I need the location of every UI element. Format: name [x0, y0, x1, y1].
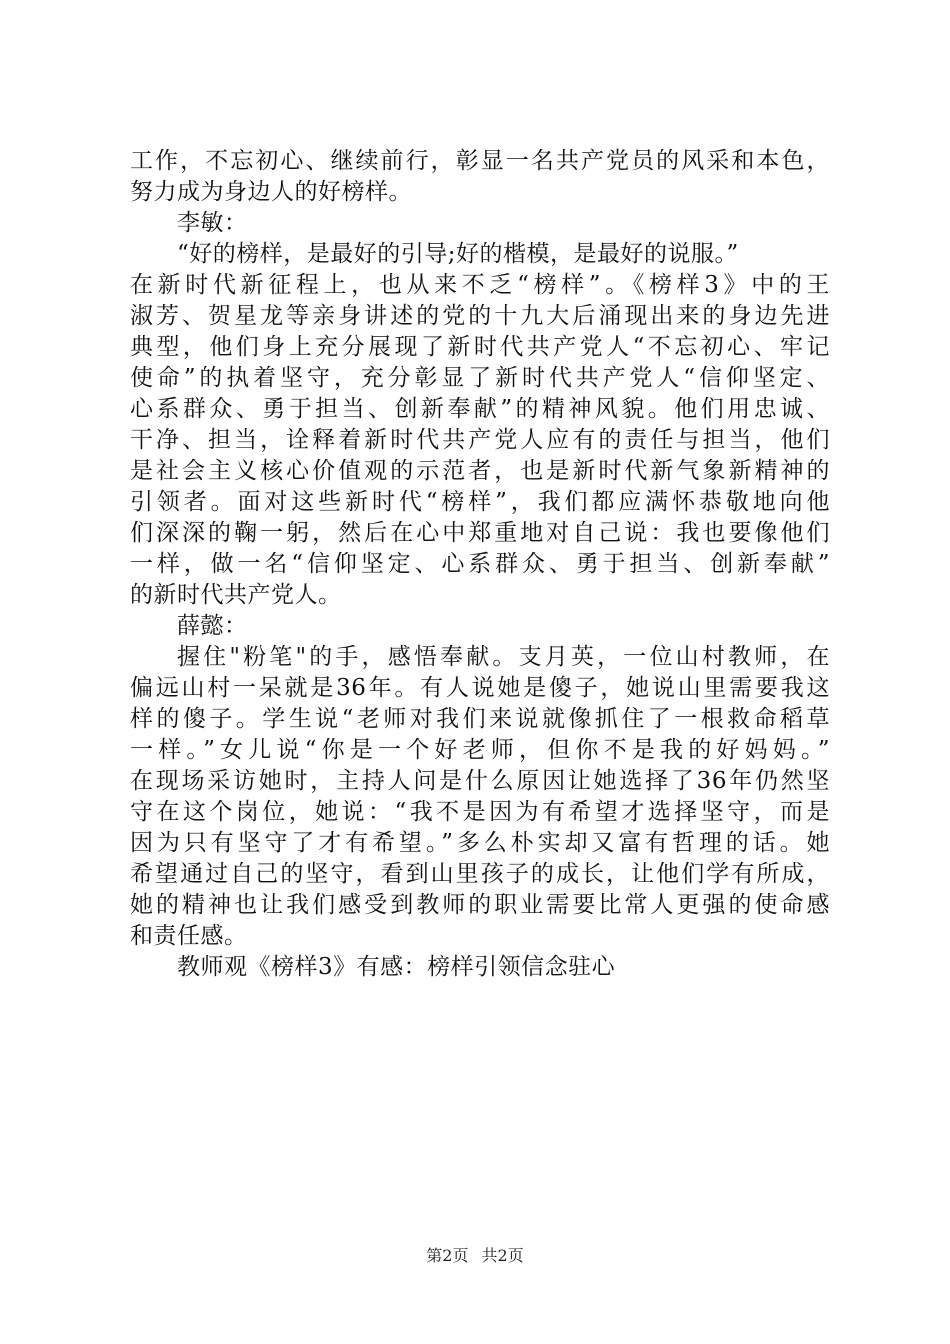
text-line: 她的精神也让我们感受到教师的职业需要比常人更强的使命感 [130, 892, 830, 918]
text-line: “好的榜样，是最好的引导;好的楷模，是最好的说服。” [177, 241, 739, 267]
text-line: 工作，不忘初心、继续前行，彰显一名共产党员的风采和本色， [130, 148, 830, 174]
speaker-name: 薛懿： [177, 613, 248, 639]
text-line: 是社会主义核心价值观的示范者，也是新时代新气象新精神的 [130, 458, 830, 484]
page-total: 共2页 [481, 1246, 524, 1265]
document-title-line: 教师观《榜样3》有感：榜样引领信念驻心 [177, 954, 616, 980]
text-line: 们深深的鞠一躬，然后在心中郑重地对自己说：我也要像他们 [130, 520, 830, 546]
text-line: 守在这个岗位，她说：“我不是因为有希望才选择坚守，而是 [130, 799, 830, 825]
text-line: 努力成为身边人的好榜样。 [130, 179, 412, 205]
text-line: 典型，他们身上充分展现了新时代共产党人“不忘初心、牢记 [130, 334, 830, 360]
text-line: 干净、担当，诠释着新时代共产党人应有的责任与担当，他们 [130, 427, 830, 453]
text-line: 使命”的执着坚守，充分彰显了新时代共产党人“信仰坚定、 [130, 365, 830, 391]
text-line: 因为只有坚守了才有希望。”多么朴实却又富有哲理的话。她 [130, 830, 830, 856]
text-line: 在现场采访她时，主持人问是什么原因让她选择了36年仍然坚 [130, 768, 830, 794]
text-line: 握住"粉笔"的手，感悟奉献。支月英，一位山村教师，在 [177, 644, 830, 670]
text-line: 偏远山村一呆就是36年。有人说她是傻子，她说山里需要我这 [130, 675, 830, 701]
text-line: 在新时代新征程上，也从来不乏“榜样”。《榜样3》中的王 [130, 272, 830, 298]
text-line: 的新时代共产党人。 [130, 582, 342, 608]
page-number: 第2页 [426, 1246, 469, 1265]
page-footer [0, 1246, 950, 1266]
text-line: 心系群众、勇于担当、创新奉献”的精神风貌。他们用忠诚、 [130, 396, 830, 422]
speaker-name: 李敏： [177, 210, 248, 236]
text-line: 一样，做一名“信仰坚定、心系群众、勇于担当、创新奉献” [130, 551, 830, 577]
text-line: 样的傻子。学生说“老师对我们来说就像抓住了一根救命稻草 [130, 706, 830, 732]
text-line: 淑芳、贺星龙等亲身讲述的党的十九大后涌现出来的身边先进 [130, 303, 830, 329]
text-line: 希望通过自己的坚守，看到山里孩子的成长，让他们学有所成， [130, 861, 830, 887]
document-body [130, 146, 830, 983]
text-line: 一样。”女儿说“你是一个好老师，但你不是我的好妈妈。” [130, 737, 830, 763]
text-line: 和责任感。 [130, 923, 248, 949]
text-line: 引领者。面对这些新时代“榜样”，我们都应满怀恭敬地向他 [130, 489, 830, 515]
